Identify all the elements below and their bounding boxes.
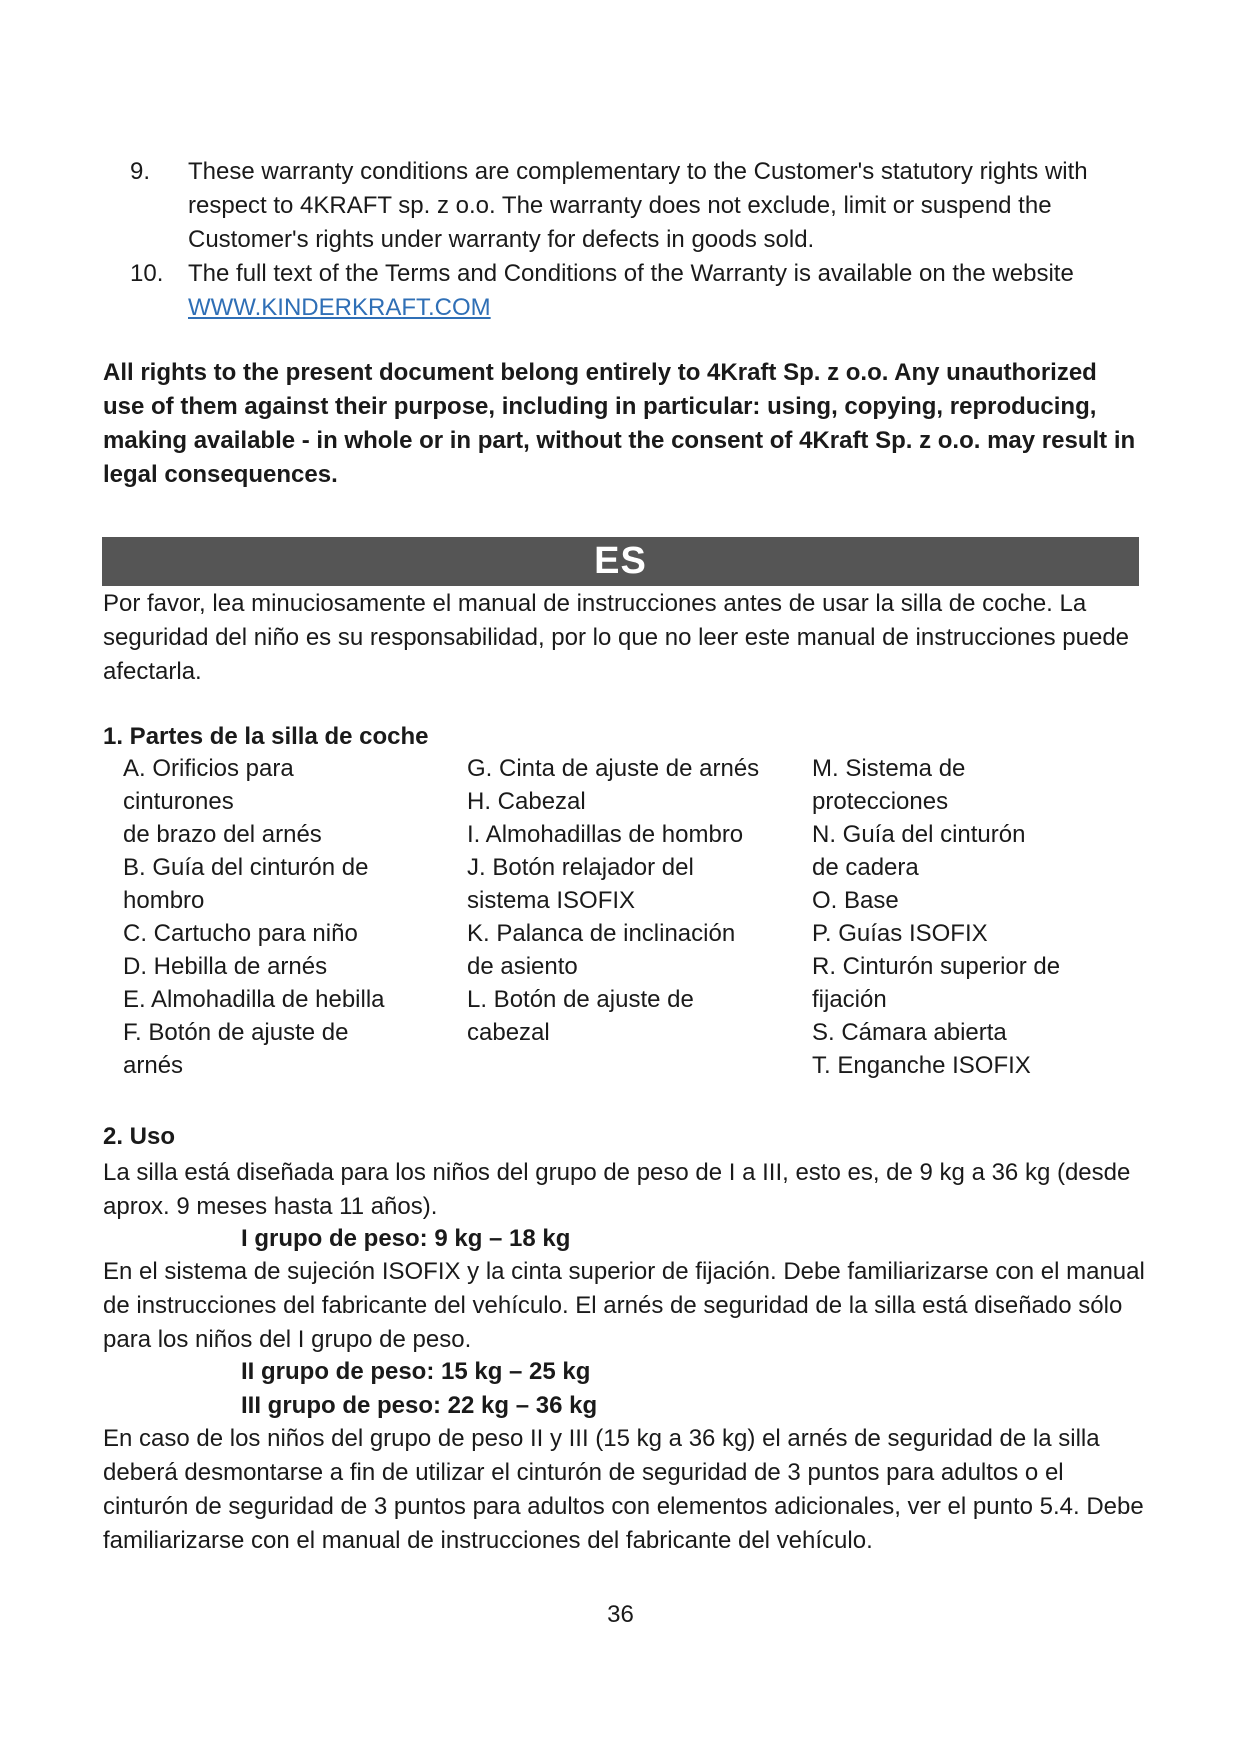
parts-line: G. Cinta de ajuste de arnés [467,755,760,782]
parts-line: L. Botón de ajuste de [467,986,694,1013]
weight-group-1: I grupo de peso: 9 kg – 18 kg [241,1225,571,1252]
parts-line: N. Guía del cinturón [812,821,1026,848]
parts-line: S. Cámara abierta [812,1019,1007,1046]
parts-line: fijación [812,986,887,1013]
parts-line: D. Hebilla de arnés [123,953,328,980]
parts-column-2 [467,752,797,1049]
item-text: The full text of the Terms and Conditions of the Warranty is available on the website [188,260,1074,287]
parts-line: hombro [123,887,205,914]
warranty-list [130,155,1140,325]
parts-line: K. Palanca de inclinación [467,920,736,947]
parts-line: E. Almohadilla de hebilla [123,986,385,1013]
parts-line: T. Enganche ISOFIX [812,1052,1031,1079]
intro-paragraph: Por favor, lea minuciosamente el manual de instrucciones antes de usar la silla de coche. La seguridad del niño es su responsabilidad, por lo que no leer este manual de instrucciones puede afectarla. [103,590,1130,685]
parts-line: P. Guías ISOFIX [812,920,988,947]
uso-paragraph-1: La silla está diseñada para los niños del grupo de peso de I a III, esto es, de 9 kg a 36 kg (desde aprox. 9 meses hasta 11 años). [103,1159,1131,1220]
parts-line: O. Base [812,887,899,914]
item-number: 10. [130,260,164,287]
uso-heading: 2. Uso [103,1123,176,1150]
parts-line: C. Cartucho para niño [123,920,358,947]
parts-line: H. Cabezal [467,788,586,815]
parts-line: I. Almohadillas de hombro [467,821,744,848]
parts-line: M. Sistema de [812,755,966,782]
parts-line: de asiento [467,953,578,980]
item-number: 9. [130,158,151,185]
parts-line: de brazo del arnés [123,821,322,848]
warranty-item-10 [130,257,1140,325]
parts-line: cinturones [123,788,234,815]
warranty-item-9 [130,155,1140,257]
language-section-bar: ES [102,537,1139,586]
parts-line: A. Orificios para [123,755,294,782]
parts-line: R. Cinturón superior de [812,953,1061,980]
kinderkraft-website-link[interactable]: WWW.KINDERKRAFT.COM [188,294,491,321]
parts-line: sistema ISOFIX [467,887,636,914]
parts-column-1 [123,752,453,1082]
uso-paragraph-2: En el sistema de sujeción ISOFIX y la cinta superior de fijación. Debe familiarizarse con el manual de instrucciones del fabricante del vehículo. El arnés de seguridad de la silla está diseñado sólo para los niños del I grupo de peso. [103,1258,1145,1353]
parts-column-3 [812,752,1142,1082]
parts-line: F. Botón de ajuste de [123,1019,349,1046]
rights-notice: All rights to the present document belong entirely to 4Kraft Sp. z o.o. Any unauthorized use of them against their purpose, including in particular: using, copying, reproducing, making available - in whole or in part, without the consent of 4Kraft Sp. z o.o. may result in legal consequences. [103,359,1136,488]
parts-line: B. Guía del cinturón de [123,854,369,881]
parts-heading: 1. Partes de la silla de coche [103,723,429,750]
parts-line: J. Botón relajador del [467,854,694,881]
item-text: These warranty conditions are complementary to the Customer's statutory rights with respect to 4KRAFT sp. z o.o. The warranty does not exclude, limit or suspend the Customer's rights under warranty for defects in goods sold. [188,158,1088,253]
weight-group-3: III grupo de peso: 22 kg – 36 kg [241,1392,598,1419]
parts-line: protecciones [812,788,949,815]
uso-paragraph-3: En caso de los niños del grupo de peso II y III (15 kg a 36 kg) el arnés de seguridad de la silla deberá desmontarse a fin de utilizar el cinturón de seguridad de 3 puntos para adultos o el cinturón de seguridad de 3 puntos para adultos con elementos adicionales, ver el punto 5.4. Debe familiarizarse con el manual de instrucciones del fabricante del vehículo. [103,1425,1144,1554]
parts-line: cabezal [467,1019,550,1046]
parts-line: de cadera [812,854,919,881]
page-number: 36 [607,1601,634,1628]
parts-line: arnés [123,1052,184,1079]
weight-group-2: II grupo de peso: 15 kg – 25 kg [241,1358,591,1385]
